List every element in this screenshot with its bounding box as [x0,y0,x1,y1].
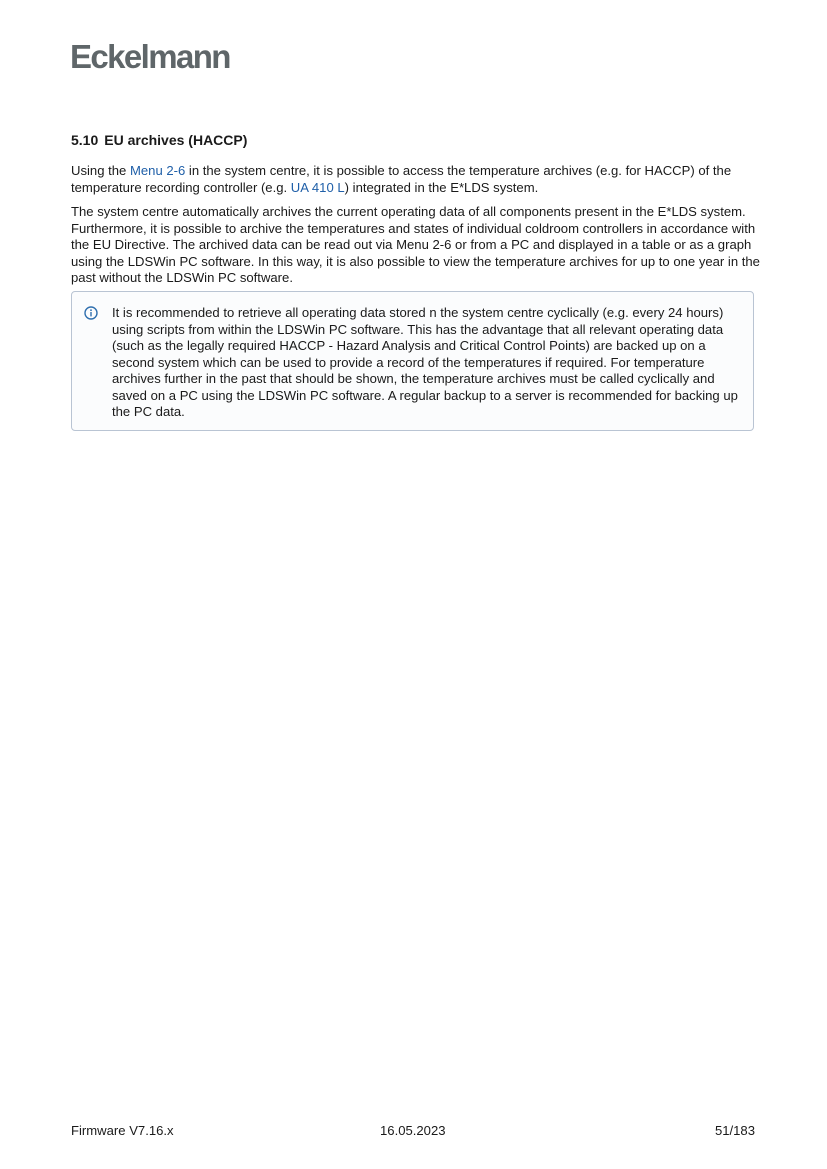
info-text: It is recommended to retrieve all operating data stored n the system centre cyclically (e.g. every 24 hours) using scripts from within the LDSWin PC software. This has the advantage that all relevant operating data (such as the legally required HACCP - Hazard Analysis and Critical Control Points) are backed up on a second system which can be used to provide a record of the temperatures if required. For temperature archives further in the past that should be shown, the temperature archives must be called cyclically and saved on a PC using the LDSWin PC software. A regular backup to a server is recommended for backing up the PC data. [112,305,738,419]
section-title: EU archives (HACCP) [104,132,248,148]
archive-paragraph: The system centre automatically archives the current operating data of all components present in the E*LDS system. Furthermore, it is possible to archive the temperatures and states of individual coldroom controllers in accordance with the EU Directive. The archived data can be read out via Menu 2-6 or from a PC and displayed in a table or as a graph using the LDSWin PC software. In this way, it is also possible to view the temperature archives for up to one year in the past without the LDSWin PC software. [71,204,760,285]
info-box [71,291,754,431]
info-icon [84,306,98,320]
section-heading [71,132,247,148]
section-number: 5.10 [71,132,99,148]
intro-text-3: ) integrated in the E*LDS system. [344,179,539,195]
intro-paragraph [71,163,761,196]
ua-410-l-link[interactable]: UA 410 L [290,179,345,195]
footer-date: 16.05.2023 [380,1123,446,1138]
intro-text-2: in the system centre, it is possible to access the temperature archives (e.g. for HACCP) of the temperature recording controller (e.g. [71,163,732,195]
company-logo: Eckelmann [70,38,230,75]
menu-2-6-link[interactable]: Menu 2-6 [129,163,186,178]
intro-text-1: Using the [71,163,130,178]
footer-firmware: Firmware V7.16.x [71,1123,174,1138]
footer-page-number: 51/183 [714,1123,755,1138]
